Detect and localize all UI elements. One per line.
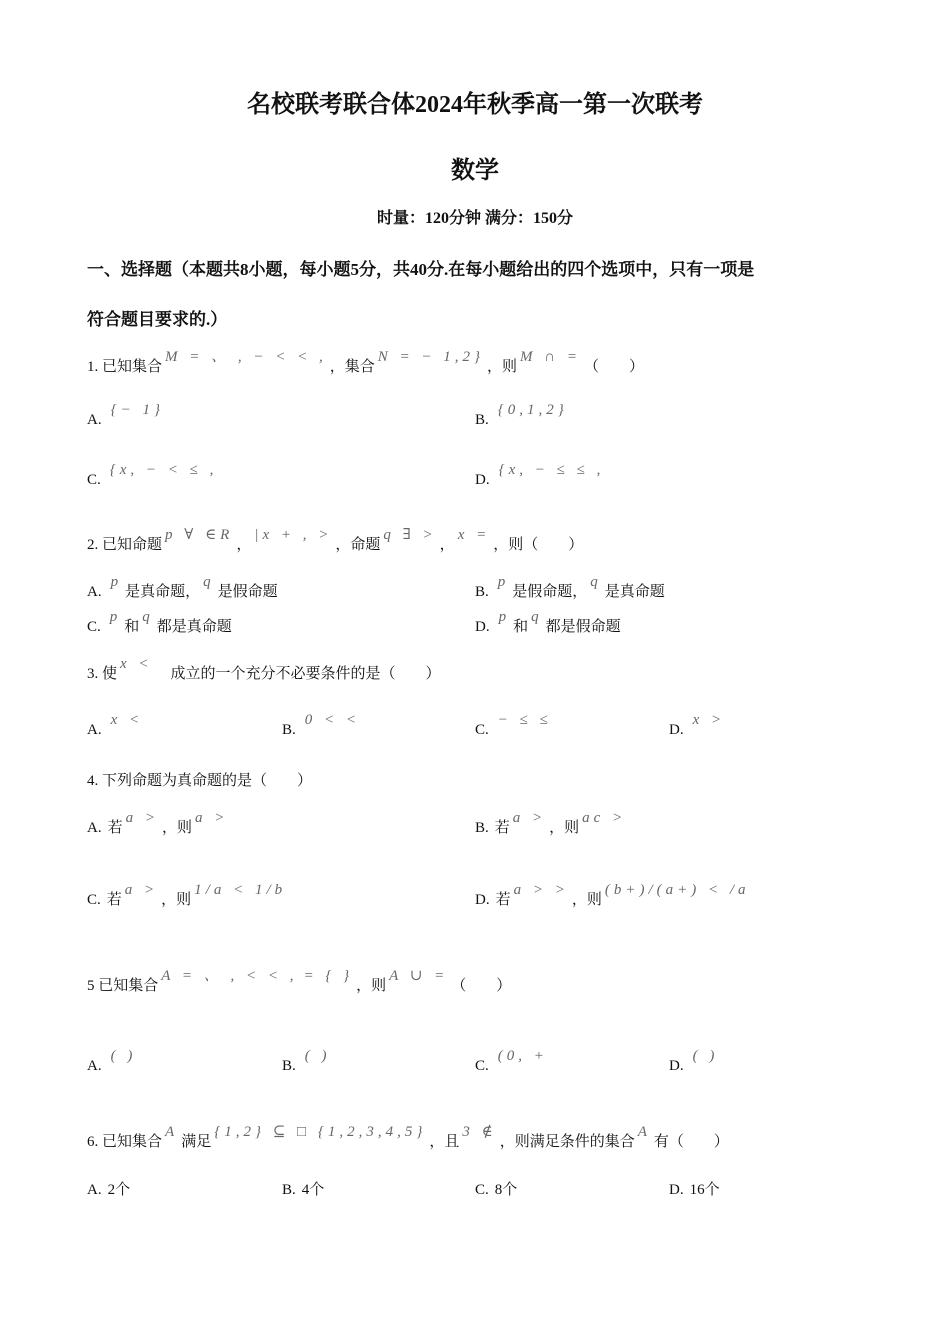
question-1-option-C[interactable] [87,462,220,489]
text-segment: ，则满足条件的集合 [499,1134,635,1150]
option-label: C. [87,619,101,635]
question-5-option-A[interactable] [87,1048,139,1075]
text-segment: 是假命题， [512,584,588,600]
question-3-stem [87,656,441,683]
text-segment: 都是真命题 [156,619,232,635]
math-expression: M = 、 , − < < , [165,349,327,365]
option-label: C. [475,1058,489,1074]
text-segment: ，则 [161,820,192,836]
question-6-option-C[interactable] [475,1178,517,1199]
question-4-stem [87,769,312,790]
text-segment: 4个 [301,1182,325,1198]
text-segment: ，则 [161,892,192,908]
text-segment: 有（ ） [653,1134,729,1150]
question-3-option-B[interactable] [282,712,363,739]
text-segment: ， [439,537,455,553]
text-segment: 成立的一个充分不必要条件的是（ ） [155,666,441,682]
option-label: C. [87,472,101,488]
math-expression: p ∀ ∈R [165,527,234,543]
text-segment: 是真命题， [125,584,201,600]
text-segment: 是真命题 [604,584,665,600]
math-expression: a > [195,810,229,826]
text-segment: 是假命题 [217,584,278,600]
math-expression: q [142,609,154,625]
text-segment: 1. 已知集合 [87,359,163,375]
text-segment: 和 [124,619,140,635]
option-label: B. [282,1058,296,1074]
option-label: B. [475,584,489,600]
text-segment: 2. 已知命题 [87,537,163,553]
math-expression: {x, − < ≤ , [109,462,218,478]
math-expression: a > [124,882,159,898]
math-expression: (0, + [497,1048,548,1064]
question-1-option-A[interactable] [87,402,167,429]
question-1-option-B[interactable] [475,402,571,429]
text-segment: ，则（ ） [493,537,584,553]
math-expression: N = − 1,2} [377,349,485,365]
question-2-option-D[interactable] [475,609,621,636]
text-segment: ， [236,537,252,553]
math-expression: a > [125,810,159,826]
subject-title: 数学 [451,158,499,184]
option-label: B. [282,1182,296,1198]
math-expression: |x + , > [254,527,333,543]
text-segment: ，则 [549,820,580,836]
math-expression: {− 1} [110,402,164,418]
text-segment: 3. 使 [87,666,118,682]
option-label: D. [669,1182,684,1198]
math-expression: ( ) [304,1048,331,1064]
question-1-stem [87,349,644,376]
math-expression: ac > [582,810,627,826]
math-expression: A [637,1124,651,1140]
text-segment: 5 已知集合 [87,978,159,994]
option-label: A. [87,820,102,836]
math-expression: a > [512,810,547,826]
question-4-option-B[interactable] [475,810,629,837]
option-label: A. [87,722,102,738]
question-3-option-C[interactable] [475,712,555,739]
option-label: B. [282,722,296,738]
text-segment: ，则 [356,978,387,994]
math-expression: − ≤ ≤ [497,712,552,728]
math-expression: q [590,574,602,590]
math-expression: 0 < < [304,712,361,728]
text-segment: 2个 [107,1182,131,1198]
text-segment: 若 [494,820,510,836]
math-expression: q [203,574,215,590]
text-segment: ，则 [487,359,518,375]
math-expression: 3 ∉ [462,1124,497,1140]
question-6-stem [87,1124,729,1151]
question-3-option-D[interactable] [669,712,728,739]
math-expression: p [109,609,122,625]
text-segment: 8个 [494,1182,518,1198]
question-4-option-D[interactable] [475,882,753,909]
math-expression: A ∪ = [389,968,449,984]
text-segment: ，命题 [335,537,381,553]
math-expression: ( ) [110,1048,137,1064]
text-segment: 16个 [689,1182,720,1198]
option-label: D. [475,472,490,488]
time-info: 时量：120分钟 满分：150分 [376,210,573,227]
math-expression: p [497,574,510,590]
option-label: D. [475,619,490,635]
option-label: D. [475,892,490,908]
question-3-option-A[interactable] [87,712,146,739]
text-segment: 若 [107,820,123,836]
math-expression: M ∩ = [520,349,581,365]
math-expression: {0,1,2} [497,402,568,418]
text-segment: ，则 [571,892,602,908]
section-heading-cont: 符合题目要求的.） [87,310,228,329]
math-expression: x < [120,656,153,672]
option-label: A. [87,1058,102,1074]
question-5-stem [87,968,512,995]
option-label: C. [475,722,489,738]
text-segment: （ ） [451,978,512,994]
option-label: A. [87,412,102,428]
math-expression: (b+)/(a+) < /a [604,882,750,898]
math-expression: a > > [513,882,569,898]
option-label: C. [87,892,101,908]
option-label: A. [87,584,102,600]
math-expression: q [531,609,543,625]
question-4-option-A[interactable] [87,810,231,837]
question-5-option-C[interactable] [475,1048,551,1075]
text-segment: 若 [495,892,511,908]
question-2-option-A[interactable] [87,574,278,601]
question-1-option-D[interactable] [475,462,607,489]
math-expression: A = 、 , < < , [161,968,298,984]
math-expression: ( ) [692,1048,719,1064]
question-2-stem [87,527,584,554]
text-segment: 和 [513,619,529,635]
text-segment: 都是假命题 [545,619,621,635]
text-segment: ，且 [429,1134,460,1150]
option-label: A. [87,1182,102,1198]
question-6-option-B[interactable] [282,1178,324,1199]
math-expression: x = [457,527,491,543]
math-expression: x < [110,712,144,728]
math-expression: A [165,1124,179,1140]
question-2-option-C[interactable] [87,609,232,636]
math-expression: {x, − ≤ ≤ , [498,462,605,478]
question-4-option-C[interactable] [87,882,289,909]
text-segment: （ ） [583,359,644,375]
question-6-option-D[interactable] [669,1178,720,1199]
math-expression: x > [692,712,726,728]
section-heading: 一、选择题（本题共8小题，每小题5分，共40分.在每小题给出的四个选项中，只有一项是 [87,260,755,279]
option-label: B. [475,820,489,836]
text-segment: 满足 [181,1134,212,1150]
text-segment: 若 [106,892,122,908]
question-2-option-B[interactable] [475,574,665,601]
math-expression: = { } [303,968,354,984]
option-label: C. [475,1182,489,1198]
math-expression: q ∃ > [383,527,437,543]
math-expression: {1,2} ⊆ □ {1,2,3,4,5} [214,1124,427,1140]
option-label: D. [669,722,684,738]
question-5-option-D[interactable] [669,1048,721,1075]
text-segment: 4. 下列命题为真命题的是（ ） [87,773,313,789]
option-label: B. [475,412,489,428]
option-label: D. [669,1058,684,1074]
math-expression: 1/a < 1/b [194,882,287,898]
math-expression: p [110,574,123,590]
question-6-option-A[interactable] [87,1178,130,1199]
text-segment: ，集合 [329,359,375,375]
exam-title: 名校联考联合体2024年秋季高一第一次联考 [247,92,703,118]
math-expression: p [498,609,511,625]
text-segment: 6. 已知集合 [87,1134,163,1150]
question-5-option-B[interactable] [282,1048,334,1075]
